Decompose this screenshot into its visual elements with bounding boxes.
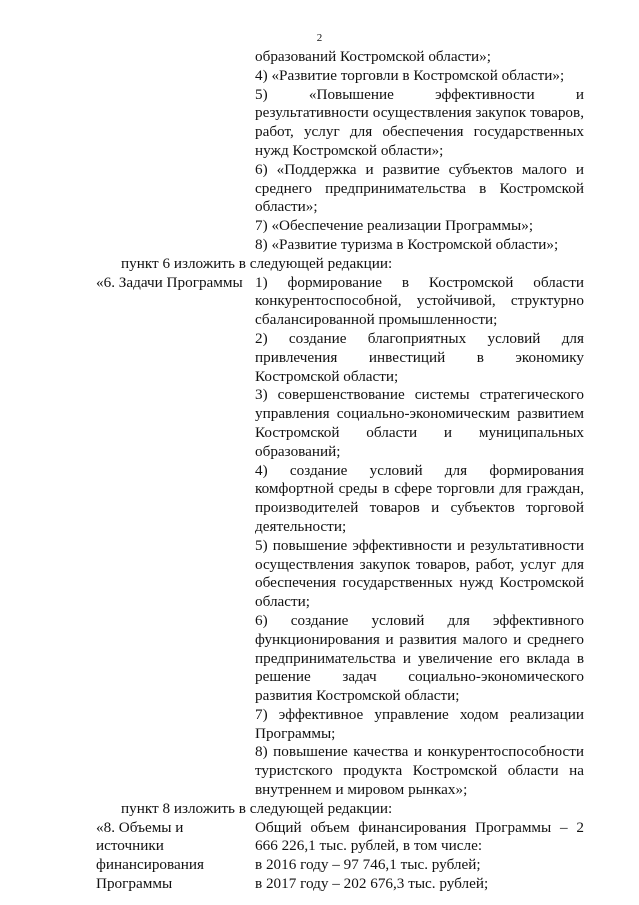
- section-6-tasks: [255, 274, 584, 800]
- section-6-row: [96, 274, 584, 800]
- amendment-instruction-8: пункт 8 изложить в следующей редакции:: [121, 799, 393, 817]
- list-item: 5) «Повышение эффективности и результативности осуществления закупок товаров, работ, услуг для обеспечения государственных нужд Костромской области»;: [255, 85, 584, 159]
- task-item: 7) эффективное управление ходом реализации Программы;: [255, 705, 584, 742]
- financing-line: в 2016 году – 97 746,1 тыс. рублей;: [255, 856, 481, 874]
- section-8-financing: [255, 819, 584, 894]
- financing-line: в 2017 году – 202 676,3 тыс. рублей;: [255, 875, 489, 893]
- section-8-label: «8. Объемы и источники финансирования Программы: [96, 818, 204, 893]
- task-item: 2) создание благоприятных условий для привлечения инвестиций в экономику Костромской области;: [255, 329, 584, 385]
- task-item: 6) создание условий для эффективного функционирования и развития малого и среднего предпринимательства и увеличение его вклада в решение задач социально-экономического развития Костромской области;: [255, 611, 584, 705]
- list-item: 4) «Развитие торговли в Костромской области»;: [255, 66, 565, 84]
- section-6-label: «6. Задачи Программы: [96, 273, 243, 291]
- list-item: образований Костромской области»;: [255, 48, 491, 65]
- task-item: 8) повышение качества и конкурентоспособности туристского продукта Костромской области на внутреннем и мировом рынках»;: [255, 743, 584, 799]
- task-item: 4) создание условий для формирования комфортной среды в сфере торговли для граждан, производителей товаров и субъектов торговой деятельности;: [255, 461, 584, 535]
- list-item: 7) «Обеспечение реализации Программы»;: [255, 217, 534, 235]
- task-item: 3) совершенствование системы стратегического управления социально-экономическим развитием Костромской области и муниципальных образований;: [255, 386, 584, 460]
- program-list: [255, 48, 584, 255]
- document-body: [96, 48, 584, 894]
- task-item: 5) повышение эффективности и результативности осуществления закупок товаров, работ, услуг для обеспечения государственных нужд Костромской области;: [255, 536, 584, 611]
- amendment-instruction-6: пункт 6 изложить в следующей редакции:: [121, 254, 393, 272]
- section-8-row: [96, 819, 584, 894]
- list-item: 8) «Развитие туризма в Костромской области»;: [255, 235, 559, 253]
- task-item: 1) формирование в Костромской области конкурентоспособной, устойчивой, структурно сбалансированной промышленности;: [255, 273, 584, 329]
- financing-line: Общий объем финансирования Программы – 2 666 226,1 тыс. рублей, в том числе:: [255, 818, 584, 855]
- list-item: 6) «Поддержка и развитие субъектов малого и среднего предпринимательства в Костромской области»;: [255, 160, 584, 216]
- page-number: 2: [316, 32, 323, 44]
